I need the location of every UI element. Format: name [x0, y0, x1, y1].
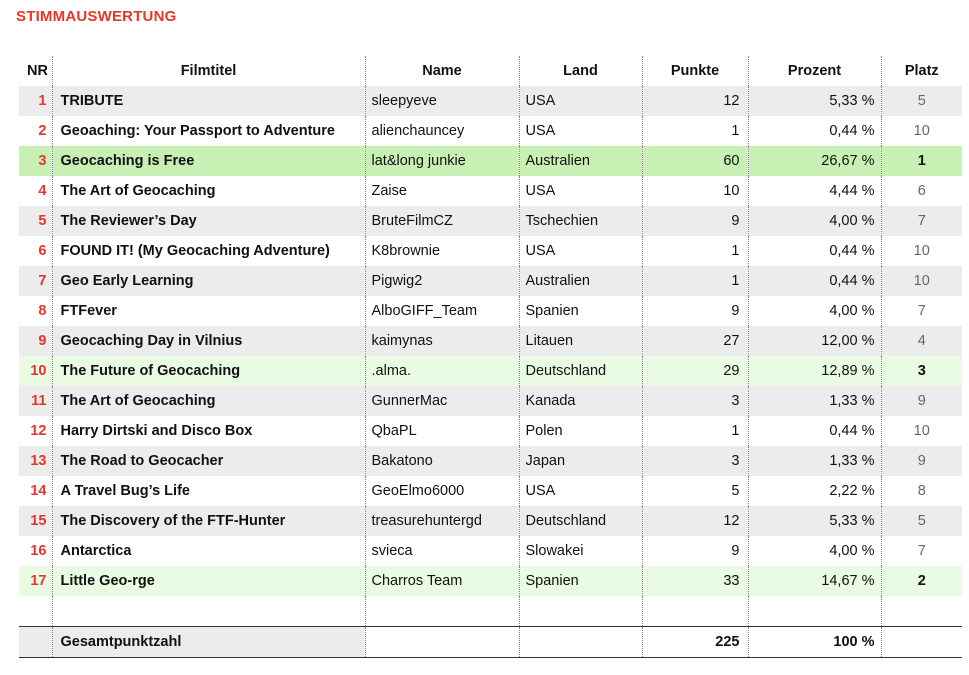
cell-filmtitel: The Discovery of the FTF-Hunter — [52, 506, 365, 536]
cell-name: GunnerMac — [365, 386, 519, 416]
cell-platz: 10 — [881, 236, 962, 266]
cell-name: Bakatono — [365, 446, 519, 476]
table-row — [19, 206, 962, 236]
cell-platz: 9 — [881, 446, 962, 476]
spacer-row — [19, 596, 962, 627]
cell-filmtitel: Geoaching: Your Passport to Adventure — [52, 116, 365, 146]
cell-prozent: 4,00 % — [748, 536, 881, 566]
cell-nr: 6 — [19, 236, 52, 266]
cell-prozent: 5,33 % — [748, 506, 881, 536]
cell-filmtitel: The Road to Geocacher — [52, 446, 365, 476]
cell-prozent: 14,67 % — [748, 566, 881, 596]
total-platz-cell — [881, 627, 962, 658]
cell-platz: 10 — [881, 416, 962, 446]
cell-name: Zaise — [365, 176, 519, 206]
cell-platz: 9 — [881, 386, 962, 416]
table-row — [19, 296, 962, 326]
table-row — [19, 146, 962, 176]
cell-platz: 5 — [881, 86, 962, 116]
cell-name: Charros Team — [365, 566, 519, 596]
cell-name: kaimynas — [365, 326, 519, 356]
cell-filmtitel: A Travel Bug’s Life — [52, 476, 365, 506]
cell-nr: 4 — [19, 176, 52, 206]
cell-filmtitel: Antarctica — [52, 536, 365, 566]
cell-filmtitel: Geocaching is Free — [52, 146, 365, 176]
cell-nr: 9 — [19, 326, 52, 356]
cell-prozent: 0,44 % — [748, 416, 881, 446]
cell-platz: 8 — [881, 476, 962, 506]
cell-land: Polen — [519, 416, 642, 446]
cell-prozent: 1,33 % — [748, 386, 881, 416]
cell-punkte: 3 — [642, 386, 748, 416]
cell-punkte: 1 — [642, 416, 748, 446]
header-punkte: Punkte — [642, 56, 748, 86]
cell-prozent: 0,44 % — [748, 116, 881, 146]
cell-name: .alma. — [365, 356, 519, 386]
cell-name: AlboGIFF_Team — [365, 296, 519, 326]
table-row — [19, 476, 962, 506]
total-row — [19, 627, 962, 658]
cell-filmtitel: The Future of Geocaching — [52, 356, 365, 386]
table-row — [19, 536, 962, 566]
cell-punkte: 3 — [642, 446, 748, 476]
header-filmtitel: Filmtitel — [52, 56, 365, 86]
cell-punkte: 1 — [642, 266, 748, 296]
table-body — [19, 86, 962, 596]
cell-filmtitel: The Art of Geocaching — [52, 176, 365, 206]
cell-land: USA — [519, 176, 642, 206]
header-nr: NR — [27, 63, 48, 79]
cell-name: Pigwig2 — [365, 266, 519, 296]
cell-prozent: 0,44 % — [748, 266, 881, 296]
table-row — [19, 236, 962, 266]
cell-prozent: 4,44 % — [748, 176, 881, 206]
cell-land: Japan — [519, 446, 642, 476]
cell-platz: 5 — [881, 506, 962, 536]
cell-land: Deutschland — [519, 506, 642, 536]
cell-punkte: 9 — [642, 536, 748, 566]
cell-nr: 7 — [19, 266, 52, 296]
cell-nr: 15 — [19, 506, 52, 536]
cell-prozent: 26,67 % — [748, 146, 881, 176]
cell-nr: 11 — [19, 386, 52, 416]
cell-nr: 13 — [19, 446, 52, 476]
cell-filmtitel: Geo Early Learning — [52, 266, 365, 296]
cell-punkte: 9 — [642, 206, 748, 236]
table-row — [19, 326, 962, 356]
cell-land: USA — [519, 476, 642, 506]
cell-prozent: 12,00 % — [748, 326, 881, 356]
cell-prozent: 1,33 % — [748, 446, 881, 476]
table-row — [19, 356, 962, 386]
cell-name: treasurehuntergd — [365, 506, 519, 536]
cell-nr: 8 — [19, 296, 52, 326]
cell-platz: 2 — [881, 566, 962, 596]
cell-prozent: 4,00 % — [748, 206, 881, 236]
cell-prozent: 5,33 % — [748, 86, 881, 116]
cell-filmtitel: The Art of Geocaching — [52, 386, 365, 416]
cell-punkte: 12 — [642, 86, 748, 116]
cell-nr: 2 — [19, 116, 52, 146]
cell-punkte: 10 — [642, 176, 748, 206]
cell-platz: 7 — [881, 536, 962, 566]
cell-filmtitel: Geocaching Day in Vilnius — [52, 326, 365, 356]
cell-punkte: 1 — [642, 236, 748, 266]
cell-name: svieca — [365, 536, 519, 566]
cell-punkte: 29 — [642, 356, 748, 386]
cell-nr: 5 — [19, 206, 52, 236]
cell-prozent: 0,44 % — [748, 236, 881, 266]
cell-land: Tschechien — [519, 206, 642, 236]
cell-nr: 12 — [19, 416, 52, 446]
cell-platz: 10 — [881, 266, 962, 296]
cell-nr: 10 — [19, 356, 52, 386]
total-land-cell — [519, 627, 642, 658]
cell-prozent: 2,22 % — [748, 476, 881, 506]
header-platz: Platz — [881, 56, 962, 86]
cell-punkte: 1 — [642, 116, 748, 146]
table-row — [19, 446, 962, 476]
cell-land: USA — [519, 116, 642, 146]
cell-filmtitel: TRIBUTE — [52, 86, 365, 116]
cell-land: USA — [519, 236, 642, 266]
table-row — [19, 266, 962, 296]
cell-punkte: 27 — [642, 326, 748, 356]
cell-name: QbaPL — [365, 416, 519, 446]
cell-nr: 16 — [19, 536, 52, 566]
cell-punkte: 33 — [642, 566, 748, 596]
cell-platz: 10 — [881, 116, 962, 146]
cell-filmtitel: The Reviewer’s Day — [52, 206, 365, 236]
total-name-cell — [365, 627, 519, 658]
cell-nr: 3 — [19, 146, 52, 176]
table-row — [19, 176, 962, 206]
cell-punkte: 9 — [642, 296, 748, 326]
cell-platz: 3 — [881, 356, 962, 386]
cell-name: K8brownie — [365, 236, 519, 266]
cell-nr: 17 — [19, 566, 52, 596]
cell-punkte: 5 — [642, 476, 748, 506]
cell-nr: 14 — [19, 476, 52, 506]
table-row — [19, 86, 962, 116]
header-land: Land — [519, 56, 642, 86]
header-prozent: Prozent — [748, 56, 881, 86]
page-title: STIMMAUSWERTUNG — [16, 8, 177, 25]
vote-results-table — [19, 56, 962, 658]
cell-land: Spanien — [519, 296, 642, 326]
cell-land: Slowakei — [519, 536, 642, 566]
cell-platz: 7 — [881, 296, 962, 326]
cell-prozent: 12,89 % — [748, 356, 881, 386]
cell-punkte: 60 — [642, 146, 748, 176]
cell-land: USA — [519, 86, 642, 116]
cell-land: Spanien — [519, 566, 642, 596]
cell-platz: 1 — [881, 146, 962, 176]
total-nr-cell — [19, 627, 52, 658]
table-row — [19, 416, 962, 446]
table-row — [19, 386, 962, 416]
cell-land: Australien — [519, 146, 642, 176]
total-prozent: 100 % — [748, 627, 881, 658]
cell-land: Kanada — [519, 386, 642, 416]
cell-land: Australien — [519, 266, 642, 296]
cell-filmtitel: FOUND IT! (My Geocaching Adventure) — [52, 236, 365, 266]
cell-name: lat&long junkie — [365, 146, 519, 176]
cell-filmtitel: Little Geo-rge — [52, 566, 365, 596]
cell-punkte: 12 — [642, 506, 748, 536]
header-row — [19, 56, 962, 86]
cell-platz: 7 — [881, 206, 962, 236]
cell-platz: 4 — [881, 326, 962, 356]
table-row — [19, 116, 962, 146]
table-row — [19, 566, 962, 596]
cell-name: alienchauncey — [365, 116, 519, 146]
total-label: Gesamtpunktzahl — [52, 627, 365, 658]
cell-nr: 1 — [19, 86, 52, 116]
cell-land: Deutschland — [519, 356, 642, 386]
cell-name: sleepyeve — [365, 86, 519, 116]
header-name: Name — [365, 56, 519, 86]
cell-name: BruteFilmCZ — [365, 206, 519, 236]
total-punkte: 225 — [642, 627, 748, 658]
cell-land: Litauen — [519, 326, 642, 356]
table-row — [19, 506, 962, 536]
cell-filmtitel: Harry Dirtski and Disco Box — [52, 416, 365, 446]
cell-filmtitel: FTFever — [52, 296, 365, 326]
cell-prozent: 4,00 % — [748, 296, 881, 326]
cell-name: GeoElmo6000 — [365, 476, 519, 506]
cell-platz: 6 — [881, 176, 962, 206]
